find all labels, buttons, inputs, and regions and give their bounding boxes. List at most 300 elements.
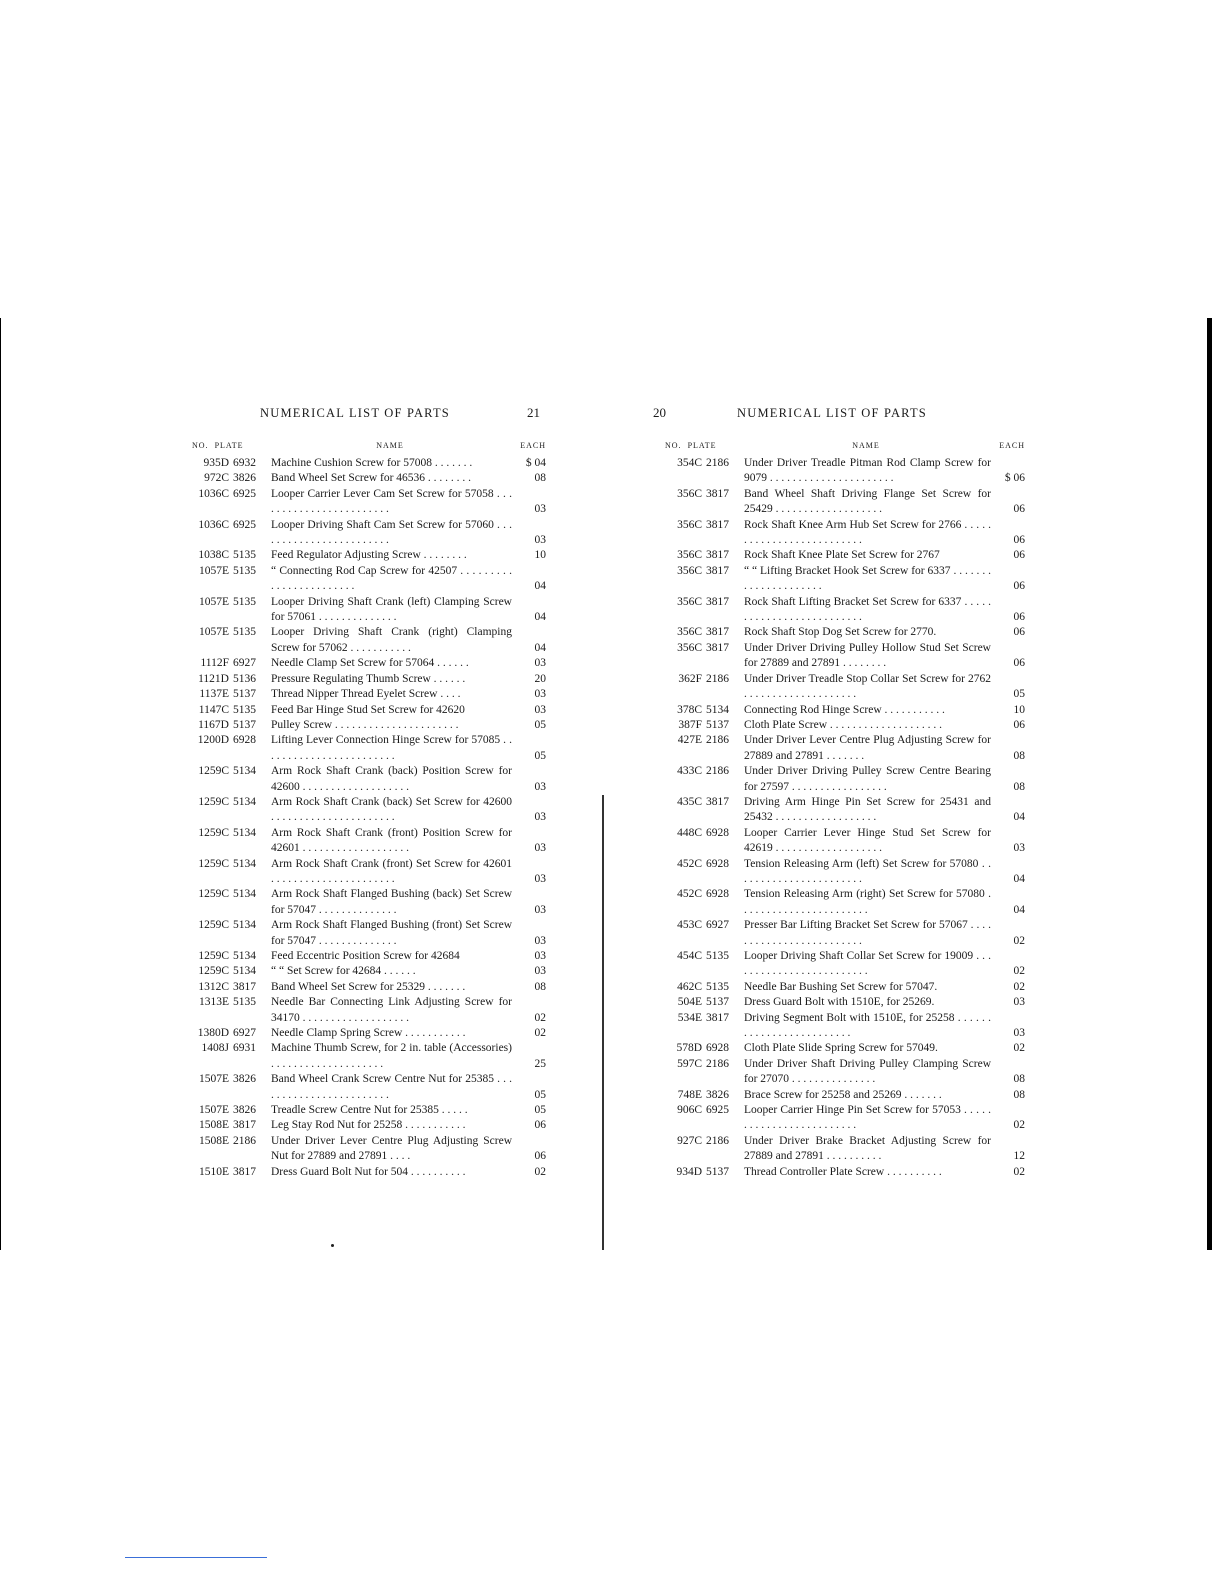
plate-number: 3817 (706, 641, 729, 654)
list-item (190, 564, 546, 595)
part-number: 452C (677, 857, 702, 870)
part-number: 578D (676, 1042, 702, 1055)
column-headers (663, 441, 1025, 450)
list-item (663, 1011, 1025, 1042)
list-item (190, 1103, 546, 1118)
plate-number: 3817 (706, 795, 729, 808)
plate-number: 2186 (706, 765, 729, 778)
part-name: Under Driver Lever Centre Plug Adjusting Screw for 27889 and 27891 . . . . . . . (744, 734, 991, 762)
plate-number: 5137 (233, 688, 256, 701)
part-name: Feed Regulator Adjusting Screw . . . . . . . . (271, 549, 467, 562)
part-price: 06 (1013, 549, 1025, 562)
part-number: 1408J (201, 1042, 229, 1055)
part-name: Feed Eccentric Position Screw for 42684 (271, 950, 460, 962)
part-price: 02 (1013, 1165, 1025, 1178)
plate-number: 5135 (706, 980, 729, 993)
plate-number: 6928 (706, 1042, 729, 1055)
part-number: 1036C (198, 487, 229, 500)
header-no-plate (190, 441, 268, 450)
part-price: $ 04 (525, 457, 546, 469)
part-price: 04 (534, 580, 546, 593)
list-item (190, 733, 546, 764)
part-price: 06 (1013, 718, 1025, 731)
part-number: 1112F (200, 657, 229, 670)
part-name: Driving Segment Bolt with 1510E, for 25258 . . . . . . . . . . . . . . . . . . . . . . . . . (744, 1011, 991, 1040)
part-name: Dress Guard Bolt Nut for 504 . . . . . . . . . . (271, 1165, 466, 1178)
header-name: NAME (376, 441, 404, 450)
part-price: 03 (534, 842, 546, 855)
list-item (190, 487, 546, 518)
part-price: 05 (534, 1104, 546, 1117)
header-plate: PLATE (214, 441, 244, 450)
header-no-plate (663, 441, 741, 450)
part-number: 1259C (198, 795, 229, 808)
scan-edge-left (0, 318, 1, 1250)
plate-number: 6925 (233, 518, 256, 531)
list-item (663, 1088, 1025, 1103)
part-name: Looper Carrier Lever Hinge Stud Set Screw for 42619 . . . . . . . . . . . . . . . . . . . (744, 826, 991, 855)
part-name: Feed Bar Hinge Stud Set Screw for 42620 (271, 703, 465, 716)
list-item (663, 918, 1025, 949)
part-price: 02 (1013, 1042, 1025, 1055)
part-price: 02 (534, 1165, 546, 1178)
part-number: 435C (677, 795, 702, 808)
list-item (190, 471, 546, 486)
page-gutter (602, 795, 604, 1250)
list-item (663, 1057, 1025, 1088)
part-name: Looper Driving Shaft Cam Set Screw for 57060 . . . . . . . . . . . . . . . . . . . . . . . . (271, 518, 512, 547)
list-item (190, 949, 546, 964)
list-item (190, 857, 546, 888)
part-number: 433C (677, 765, 702, 778)
plate-number: 6932 (233, 457, 256, 469)
plate-number: 3826 (233, 472, 256, 485)
plate-number: 2186 (706, 734, 729, 747)
part-name: Presser Bar Lifting Bracket Set Screw for 57067 . . . . . . . . . . . . . . . . . . . . . . . . . (744, 919, 991, 947)
part-name: Rock Shaft Lifting Bracket Set Screw for 6337 . . . . . . . . . . . . . . . . . . . . . . . . . . (744, 595, 991, 624)
part-number: 1167D (198, 718, 229, 731)
part-name: Arm Rock Shaft Crank (front) Set Screw for 42601 . . . . . . . . . . . . . . . . . . . . . . (271, 857, 512, 885)
list-item (663, 764, 1025, 795)
part-price: 06 (1013, 534, 1025, 547)
part-price: 05 (534, 1088, 546, 1101)
part-price: 06 (1013, 503, 1025, 516)
part-number: 1057E (198, 595, 229, 608)
plate-number: 5135 (233, 996, 256, 1009)
part-price: 05 (534, 718, 546, 731)
part-name: Tension Releasing Arm (left) Set Screw for 57080 . . . . . . . . . . . . . . . . . . . . . . . (744, 857, 991, 885)
header-each: EACH (999, 441, 1025, 450)
plate-number: 6928 (233, 734, 256, 747)
list-item (190, 980, 546, 995)
part-number: 356C (677, 626, 702, 639)
part-number: 427E (677, 734, 702, 747)
part-number: 1510E (198, 1165, 229, 1178)
part-price: 08 (1013, 780, 1025, 793)
part-name: Cloth Plate Screw . . . . . . . . . . . . . . . . . . . . (744, 718, 943, 731)
page-header (190, 403, 546, 425)
plate-number: 5134 (233, 965, 256, 978)
list-item (190, 826, 546, 857)
part-number: 1380D (197, 1027, 229, 1040)
plate-number: 2186 (706, 457, 729, 469)
list-item (663, 795, 1025, 826)
part-number: 906C (677, 1104, 702, 1117)
header-no: NO. (665, 441, 682, 450)
part-number: 362F (678, 672, 702, 685)
part-number: 453C (677, 919, 702, 932)
part-name: Band Wheel Crank Screw Centre Nut for 25385 . . . . . . . . . . . . . . . . . . . . . . . . (271, 1073, 512, 1101)
part-name: “ Connecting Rod Cap Screw for 42507 . . . . . . . . . . . . . . . . . . . . . . . . (271, 564, 512, 593)
part-number: 452C (677, 888, 702, 901)
part-price: 06 (1013, 657, 1025, 670)
list-item (190, 687, 546, 702)
part-price: 25 (534, 1057, 546, 1070)
plate-number: 6931 (233, 1042, 256, 1055)
part-number: 354C (677, 457, 702, 469)
list-item (190, 703, 546, 718)
list-item (190, 1165, 546, 1180)
part-number: 934D (676, 1165, 702, 1178)
plate-number: 5135 (233, 549, 256, 562)
part-price: 03 (534, 903, 546, 916)
list-item (663, 641, 1025, 672)
list-item (663, 733, 1025, 764)
plate-number: 6925 (706, 1104, 729, 1117)
list-item (190, 964, 546, 979)
plate-number: 3817 (233, 1165, 256, 1178)
part-number: 1259C (198, 950, 229, 962)
list-item (190, 656, 546, 671)
part-price: 12 (1013, 1150, 1025, 1163)
part-name: Pressure Regulating Thumb Screw . . . . . . (271, 672, 466, 685)
part-name: Needle Clamp Set Screw for 57064 . . . . . . (271, 657, 469, 670)
page-number: 20 (653, 405, 666, 420)
plate-number: 5136 (233, 672, 256, 685)
list-item (190, 456, 546, 471)
part-price: 02 (534, 1011, 546, 1024)
part-number: 356C (677, 549, 702, 562)
plate-number: 5135 (233, 626, 256, 639)
list-item (663, 548, 1025, 563)
page-number: 21 (527, 405, 540, 420)
list-item (190, 595, 546, 626)
list-item (663, 595, 1025, 626)
part-price: 03 (534, 934, 546, 947)
part-name: Arm Rock Shaft Flanged Bushing (front) Set Screw for 57047 . . . . . . . . . . . . . . (271, 919, 512, 947)
plate-number: 3826 (706, 1088, 729, 1101)
plate-number: 6928 (706, 857, 729, 870)
part-number: 1508E (198, 1119, 229, 1132)
part-price: 06 (534, 1150, 546, 1163)
part-price: 02 (534, 1027, 546, 1040)
list-item (663, 703, 1025, 718)
part-price: 08 (1013, 1088, 1025, 1101)
part-number: 1036C (198, 518, 229, 531)
plate-number: 5137 (706, 996, 729, 1009)
part-price: 04 (534, 641, 546, 654)
part-price: 04 (1013, 811, 1025, 824)
part-number: 1057E (198, 626, 229, 639)
parts-list (190, 456, 546, 1180)
list-item (190, 1041, 546, 1072)
column-headers (190, 441, 546, 450)
part-number: 1312C (198, 980, 229, 993)
plate-number: 3817 (706, 595, 729, 608)
list-item (663, 826, 1025, 857)
part-number: 748E (677, 1088, 702, 1101)
part-name: Rock Shaft Stop Dog Set Screw for 2770. (744, 626, 937, 639)
part-name: Needle Bar Bushing Set Screw for 57047. (744, 980, 938, 993)
part-price: 03 (534, 811, 546, 824)
part-number: 597C (677, 1057, 702, 1070)
part-price: 03 (534, 965, 546, 978)
plate-number: 6927 (233, 1027, 256, 1040)
list-item (663, 995, 1025, 1010)
part-name: Arm Rock Shaft Crank (back) Position Screw for 42600 . . . . . . . . . . . . . . . . . . . (271, 765, 512, 793)
list-item (190, 1072, 546, 1103)
plate-number: 5134 (233, 919, 256, 932)
part-price: $ 06 (1004, 472, 1025, 485)
plate-number: 2186 (233, 1134, 256, 1147)
part-number: 1259C (198, 857, 229, 870)
part-price: 03 (1013, 996, 1025, 1009)
part-price: 05 (1013, 688, 1025, 701)
plate-number: 3826 (233, 1073, 256, 1086)
part-name: Lifting Lever Connection Hinge Screw for 57085 . . . . . . . . . . . . . . . . . . . . . . . . (271, 734, 512, 762)
part-price: 03 (534, 688, 546, 701)
part-number: 1038C (198, 549, 229, 562)
list-item (190, 1118, 546, 1133)
part-name: “ “ Lifting Bracket Hook Set Screw for 6337 . . . . . . . . . . . . . . . . . . . . . (744, 564, 991, 593)
footer-rule (125, 1557, 267, 1558)
part-price: 04 (534, 611, 546, 624)
plate-number: 2186 (706, 1057, 729, 1070)
part-price: 03 (1013, 1027, 1025, 1040)
part-number: 935D (203, 457, 229, 469)
part-price: 10 (1013, 703, 1025, 716)
list-item (663, 1165, 1025, 1180)
part-price: 08 (534, 980, 546, 993)
list-item (190, 548, 546, 563)
part-number: 1508E (198, 1134, 229, 1147)
plate-number: 5134 (233, 795, 256, 808)
plate-number: 5135 (233, 564, 256, 577)
part-price: 03 (534, 503, 546, 516)
part-price: 03 (534, 703, 546, 716)
part-number: 448C (677, 826, 702, 839)
part-name: Under Driver Treadle Stop Collar Set Screw for 2762 . . . . . . . . . . . . . . . . . . . . (744, 672, 991, 701)
part-number: 1259C (198, 965, 229, 978)
list-item (663, 625, 1025, 640)
part-name: Machine Cushion Screw for 57008 . . . . . . . (271, 457, 473, 469)
list-item (663, 1103, 1025, 1134)
part-name: Needle Clamp Spring Screw . . . . . . . . . . . (271, 1027, 466, 1040)
plate-number: 5134 (233, 888, 256, 901)
left-page (190, 403, 546, 1180)
part-name: Under Driver Lever Centre Plug Adjusting Screw Nut for 27889 and 27891 . . . . (271, 1134, 512, 1163)
part-number: 1507E (198, 1104, 229, 1117)
list-item (663, 564, 1025, 595)
page-header (653, 403, 1025, 425)
scan-edge-right (1207, 318, 1212, 1250)
plate-number: 5137 (706, 718, 729, 731)
page-title: NUMERICAL LIST OF PARTS (260, 406, 450, 420)
part-price: 08 (1013, 749, 1025, 762)
plate-number: 6927 (706, 919, 729, 932)
part-price: 20 (534, 672, 546, 685)
part-price: 06 (1013, 611, 1025, 624)
part-name: Under Driver Shaft Driving Pulley Clamping Screw for 27070 . . . . . . . . . . . . . . . (744, 1057, 991, 1086)
part-number: 1259C (198, 826, 229, 839)
part-number: 1147C (198, 703, 229, 716)
plate-number: 3826 (233, 1104, 256, 1117)
part-price: 08 (534, 472, 546, 485)
part-name: Under Driver Driving Pulley Screw Centre Bearing for 27597 . . . . . . . . . . . . . . . . . (744, 765, 991, 793)
part-number: 356C (677, 518, 702, 531)
part-name: Brace Screw for 25258 and 25269 . . . . . . . (744, 1088, 942, 1101)
part-number: 1057E (198, 564, 229, 577)
part-number: 378C (677, 703, 702, 716)
list-item (190, 672, 546, 687)
list-item (190, 918, 546, 949)
list-item (663, 718, 1025, 733)
part-price: 03 (534, 872, 546, 885)
part-price: 03 (1013, 842, 1025, 855)
part-number: 1259C (198, 888, 229, 901)
plate-number: 6928 (706, 888, 729, 901)
parts-list (663, 456, 1025, 1180)
list-item (190, 887, 546, 918)
part-price: 04 (1013, 872, 1025, 885)
part-name: Driving Arm Hinge Pin Set Screw for 25431 and 25432 . . . . . . . . . . . . . . . . . . (744, 795, 991, 824)
list-item (663, 1041, 1025, 1056)
plate-number: 6925 (233, 487, 256, 500)
header-plate: PLATE (687, 441, 717, 450)
page-title: NUMERICAL LIST OF PARTS (737, 406, 927, 420)
list-item (663, 857, 1025, 888)
part-name: Cloth Plate Slide Spring Screw for 57049. (744, 1042, 938, 1055)
plate-number: 3817 (706, 626, 729, 639)
part-name: Needle Bar Connecting Link Adjusting Screw for 34170 . . . . . . . . . . . . . . . . . . . (271, 996, 512, 1024)
plate-number: 3817 (706, 487, 729, 500)
plate-number: 5135 (233, 703, 256, 716)
part-name: Looper Driving Shaft Crank (right) Clamping Screw for 57062 . . . . . . . . . . . (271, 626, 512, 654)
part-number: 356C (677, 641, 702, 654)
part-name: Rock Shaft Knee Plate Set Screw for 2767 (744, 549, 940, 562)
part-price: 06 (1013, 626, 1025, 639)
right-page (653, 403, 1025, 1180)
plate-number: 5135 (706, 950, 729, 962)
plate-number: 5134 (233, 826, 256, 839)
part-name: Machine Thumb Screw, for 2 in. table (Accessories) . . . . . . . . . . . . . . . . . . . . (271, 1042, 512, 1070)
part-name: Arm Rock Shaft Crank (front) Position Screw for 42601 . . . . . . . . . . . . . . . . . . . (271, 826, 512, 855)
part-price: 10 (534, 549, 546, 562)
list-item (190, 625, 546, 656)
part-name: Band Wheel Set Screw for 46536 . . . . . . . . (271, 472, 472, 485)
part-number: 534E (677, 1011, 702, 1024)
part-name: Under Driver Driving Pulley Hollow Stud Set Screw for 27889 and 27891 . . . . . . . . (744, 641, 991, 670)
part-name: Rock Shaft Knee Arm Hub Set Screw for 2766 . . . . . . . . . . . . . . . . . . . . . . . . . . (744, 518, 991, 547)
plate-number: 6927 (233, 657, 256, 670)
list-item (190, 995, 546, 1026)
part-number: 972C (204, 472, 229, 485)
part-number: 387F (678, 718, 702, 731)
part-name: Under Driver Brake Bracket Adjusting Screw for 27889 and 27891 . . . . . . . . . . (744, 1134, 991, 1163)
part-name: Looper Driving Shaft Crank (left) Clamping Screw for 57061 . . . . . . . . . . . . . . (271, 595, 512, 624)
plate-number: 3817 (233, 1119, 256, 1132)
plate-number: 5135 (233, 595, 256, 608)
part-price: 02 (1013, 980, 1025, 993)
list-item (190, 718, 546, 733)
plate-number: 5134 (233, 765, 256, 778)
part-name: “ “ Set Screw for 42684 . . . . . . (271, 965, 416, 978)
part-number: 504E (677, 996, 702, 1009)
part-number: 462C (677, 980, 702, 993)
list-item (663, 518, 1025, 549)
plate-number: 5137 (706, 1165, 729, 1178)
list-item (663, 672, 1025, 703)
plate-number: 5137 (233, 718, 256, 731)
list-item (190, 1134, 546, 1165)
part-name: Thread Nipper Thread Eyelet Screw . . . . (271, 688, 461, 701)
part-name: Thread Controller Plate Screw . . . . . . . . . . (744, 1165, 942, 1178)
part-name: Looper Carrier Hinge Pin Set Screw for 57053 . . . . . . . . . . . . . . . . . . . . . . . . . (744, 1104, 991, 1132)
part-number: 1313E (198, 996, 229, 1009)
part-number: 1259C (198, 919, 229, 932)
part-price: 08 (1013, 1073, 1025, 1086)
part-price: 02 (1013, 1119, 1025, 1132)
list-item (663, 456, 1025, 487)
part-name: Looper Driving Shaft Collar Set Screw for 19009 . . . . . . . . . . . . . . . . . . . . . . . . . (744, 950, 991, 978)
part-number: 1137E (199, 688, 229, 701)
part-number: 1200D (197, 734, 229, 747)
plate-number: 3817 (706, 549, 729, 562)
plate-number: 6928 (706, 826, 729, 839)
plate-number: 5134 (233, 950, 256, 962)
plate-number: 2186 (706, 672, 729, 685)
part-price: 03 (534, 780, 546, 793)
part-name: Arm Rock Shaft Crank (back) Set Screw for 42600 . . . . . . . . . . . . . . . . . . . . . . (271, 795, 512, 824)
part-number: 356C (677, 595, 702, 608)
plate-number: 5134 (706, 703, 729, 716)
part-name: Tension Releasing Arm (right) Set Screw for 57080 . . . . . . . . . . . . . . . . . . . . . . . (744, 888, 991, 916)
part-price: 03 (534, 657, 546, 670)
part-name: Leg Stay Rod Nut for 25258 . . . . . . . . . . . (271, 1119, 466, 1132)
plate-number: 3817 (706, 564, 729, 577)
part-price: 03 (534, 950, 546, 962)
part-price: 04 (1013, 903, 1025, 916)
scan-speck (331, 1244, 334, 1247)
list-item (663, 980, 1025, 995)
part-price: 03 (534, 534, 546, 547)
list-item (190, 1026, 546, 1041)
part-price: 05 (534, 749, 546, 762)
list-item (190, 764, 546, 795)
part-price: 06 (1013, 580, 1025, 593)
part-name: Band Wheel Set Screw for 25329 . . . . . . . (271, 980, 466, 993)
part-name: Under Driver Treadle Pitman Rod Clamp Screw for 9079 . . . . . . . . . . . . . . . . . . . . . . (744, 457, 991, 485)
part-number: 927C (677, 1134, 702, 1147)
part-name: Dress Guard Bolt with 1510E, for 25269. (744, 996, 935, 1009)
part-number: 454C (677, 950, 702, 962)
plate-number: 3817 (706, 1011, 729, 1024)
plate-number: 3817 (233, 980, 256, 993)
list-item (663, 887, 1025, 918)
part-name: Looper Carrier Lever Cam Set Screw for 57058 . . . . . . . . . . . . . . . . . . . . . . . . (271, 487, 512, 516)
part-price: 02 (1013, 965, 1025, 978)
header-each: EACH (520, 441, 546, 450)
